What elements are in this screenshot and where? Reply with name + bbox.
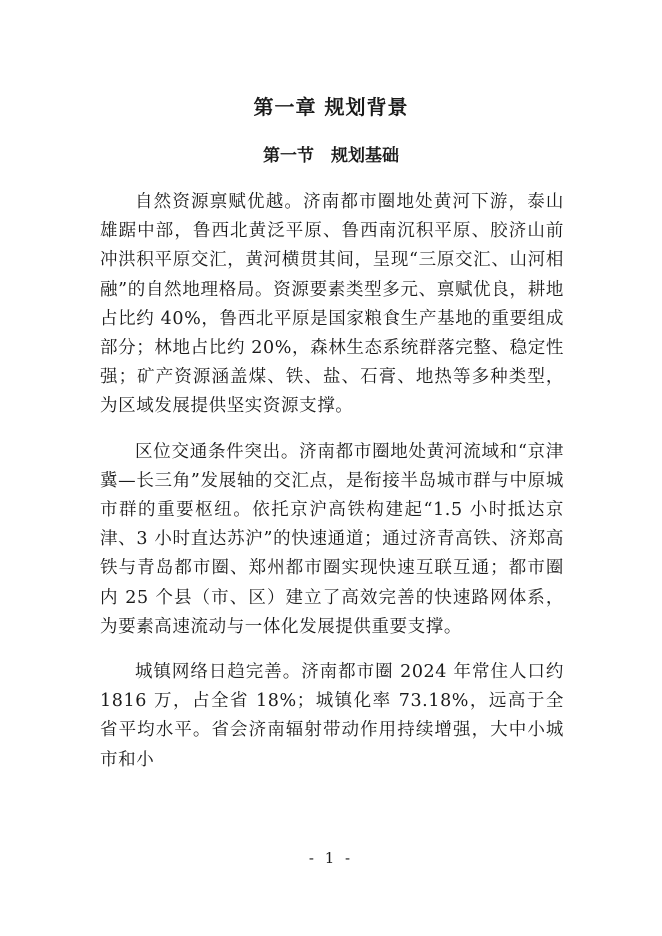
section-title: 第一节 规划基础 (263, 146, 399, 166)
page-number: - 1 - (308, 849, 354, 867)
paragraph-urban-network: 城镇网络日趋完善。济南都市圈 2024 年常住人口约 1816 万，占全省 18%；城镇化率 73.18%，远高于全省平均水平。省会济南辐射带动作用持续增强，大中小城市和小 (100, 662, 564, 770)
chapter-title: 第一章 规划背景 (253, 95, 409, 119)
body-text (100, 188, 564, 791)
paragraph-natural-resources: 自然资源禀赋优越。济南都市圈地处黄河下游，泰山雄踞中部，鲁西北黄泛平原、鲁西南沉积平原、胶济山前冲洪积平原交汇，黄河横贯其间，呈现“三原交汇、山河相融”的自然地理格局。资源要素类型多元、禀赋优良，耕地占比约 40%，鲁西北平原是国家粮食生产基地的重要组成部分；林地占比约 20%，森林生态系统群落完整、稳定性强；矿产资源涵盖煤、铁、盐、石膏、地热等多种类型，为区域发展提供坚实资源支撑。 (100, 192, 564, 417)
paragraph-transport-location: 区位交通条件突出。济南都市圈地处黄河流域和“京津冀—长三角”发展轴的交汇点，是衔接半岛城市群与中原城市群的重要枢纽。依托京沪高铁构建起“1.5 小时抵达京津、3 小时直达苏沪”的快速通道；通过济青高铁、济郑高铁与青岛都市圈、郑州都市圈实现快速互联互通；都市圈内 25 个县（市、区）建立了高效完善的快速路网体系，为要素高速流动与一体化发展提供重要支撑。 (100, 441, 564, 637)
